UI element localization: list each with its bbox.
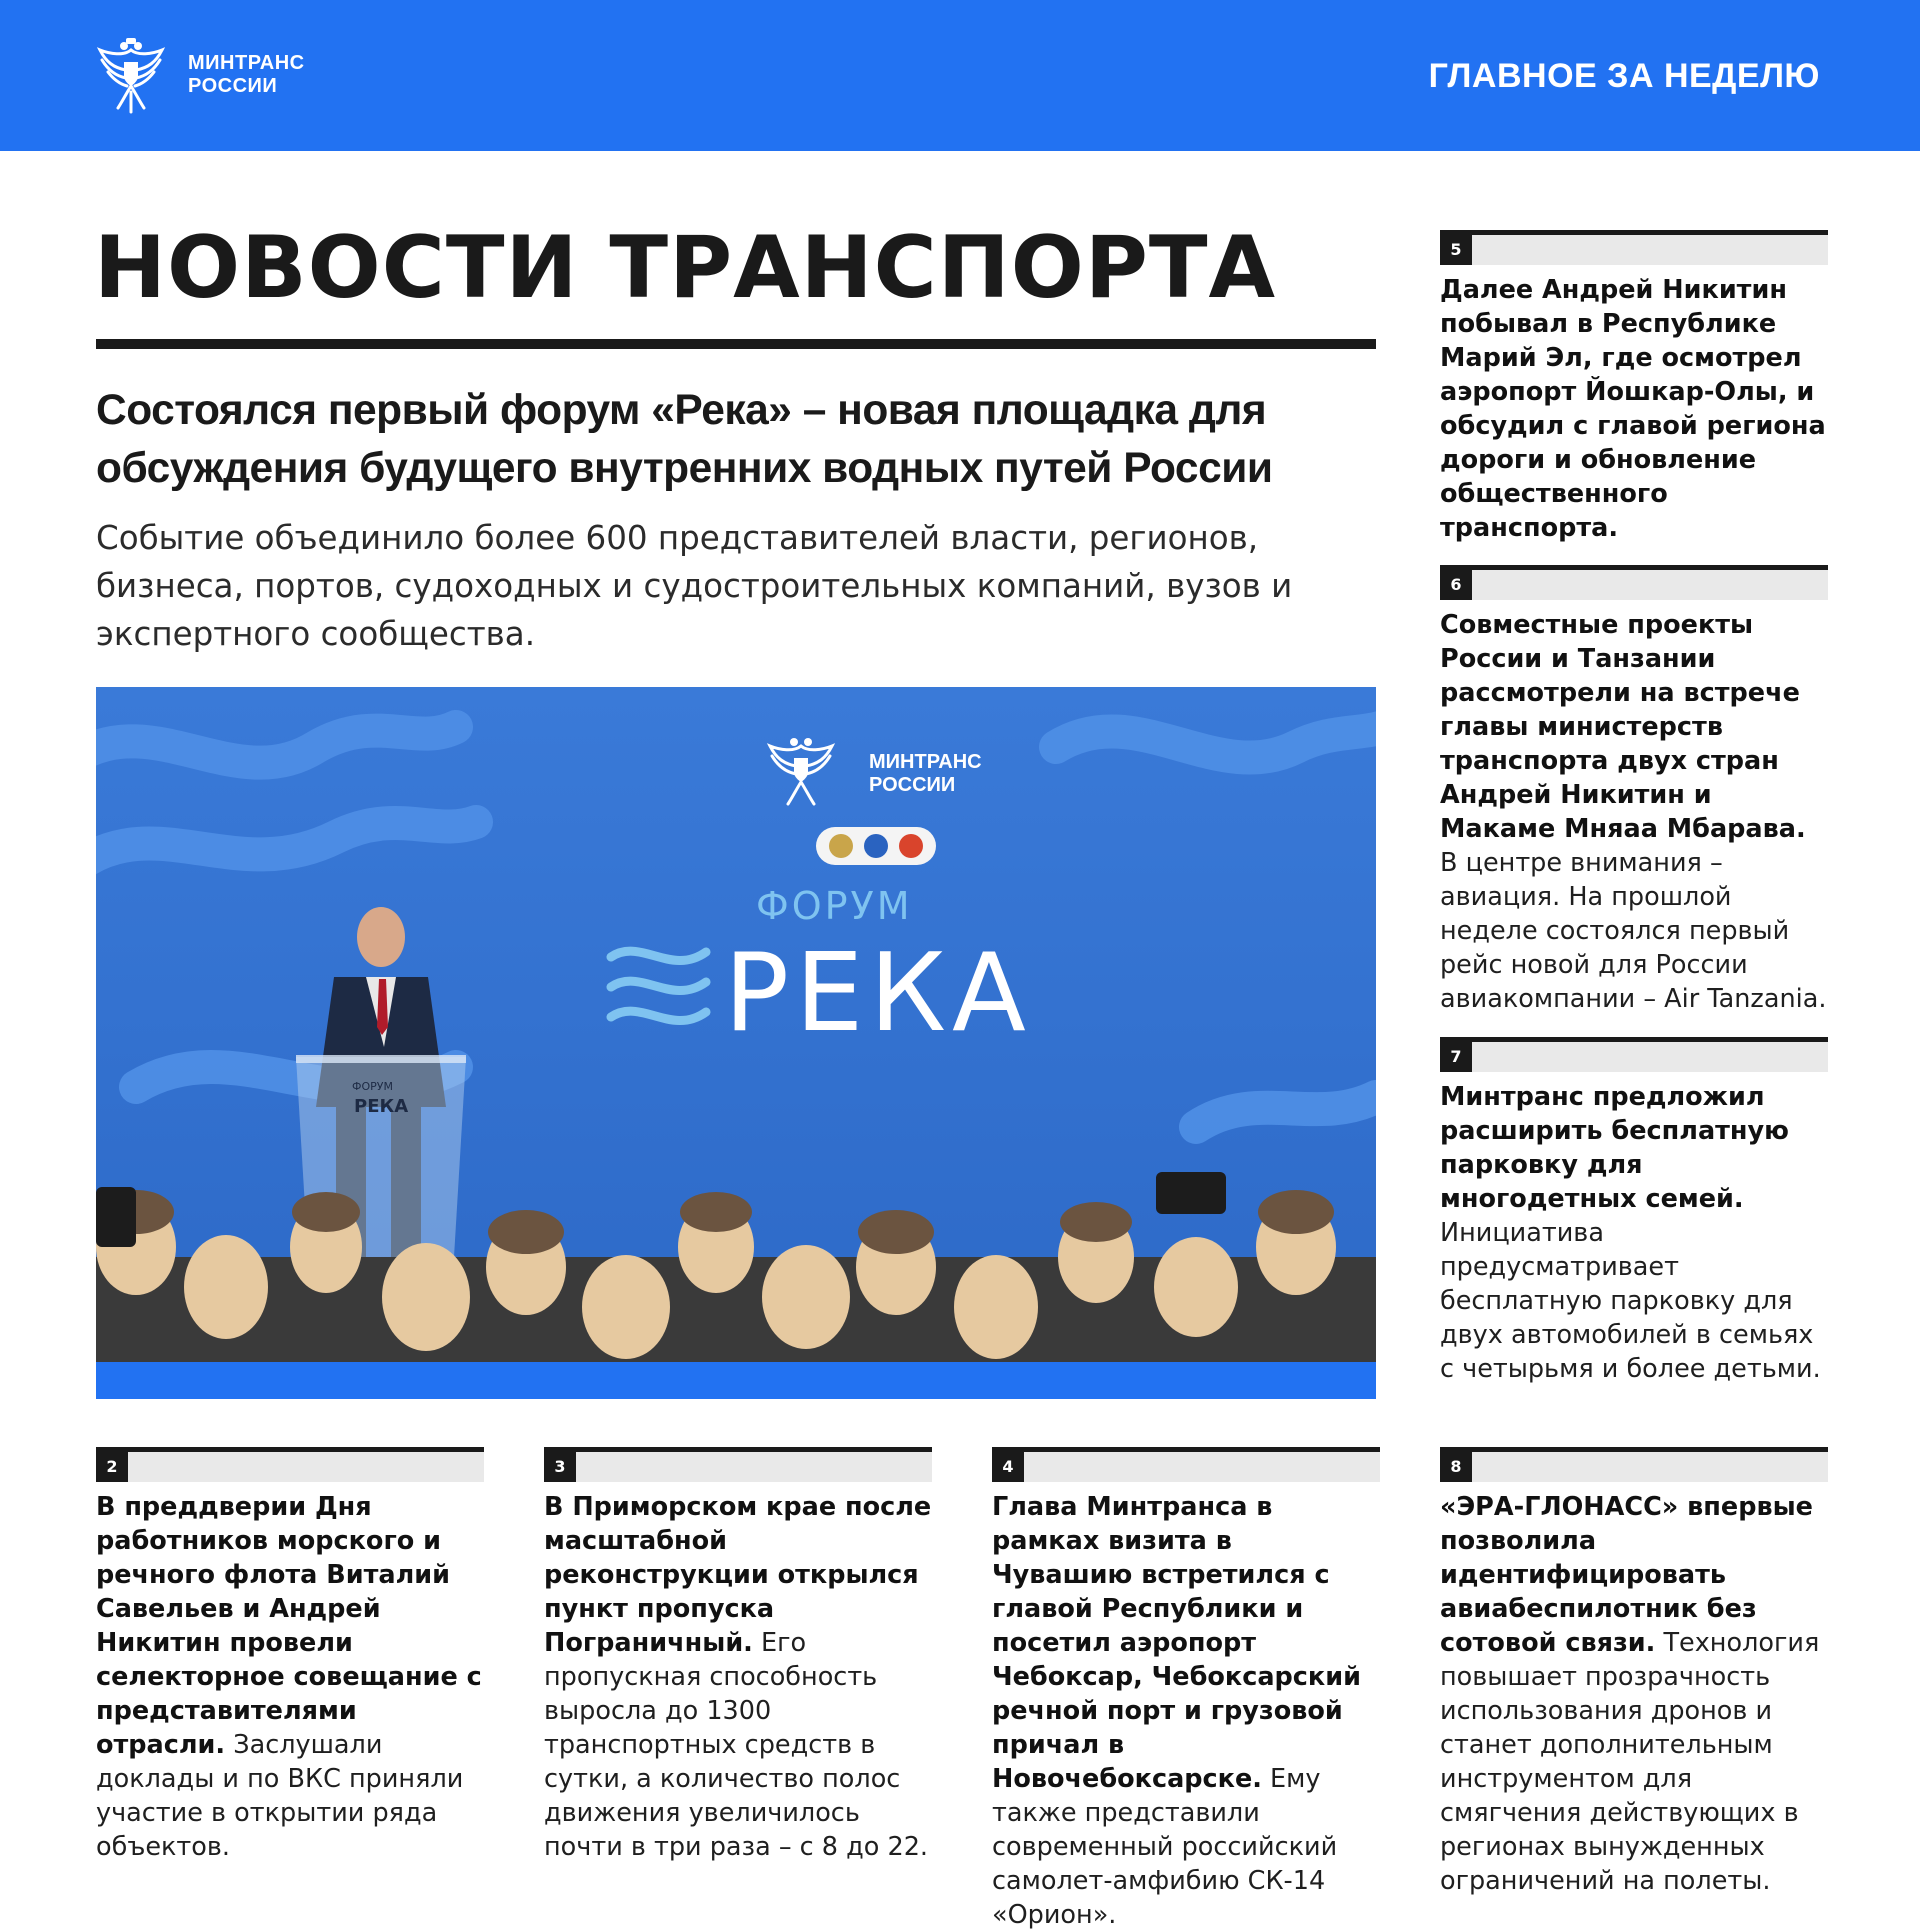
forum-word: ФОРУМ (756, 884, 913, 928)
news-item-lead: Глава Минтранса в рамках визита в Чувашию встретился с главой Республики и посетил аэропорт Чебоксар, Чебоксарский речной порт и грузовой причал в Новочебоксарске. (992, 1492, 1361, 1794)
news-item-header (544, 1447, 932, 1482)
news-item-2 (96, 1447, 484, 1864)
news-item-body: Ему также представили современный российский самолет-амфибию СК-14 «Орион». (992, 1764, 1338, 1930)
news-item-number: 6 (1440, 570, 1472, 600)
page-title: НОВОСТИ ТРАНСПОРТА (94, 218, 1277, 318)
news-item-number: 4 (992, 1452, 1024, 1482)
news-item-8 (1440, 1447, 1828, 1898)
news-item-header (96, 1447, 484, 1482)
backdrop-org-line1: МИНТРАНС (869, 751, 982, 773)
news-item-lead: Минтранс предложил расширить бесплатную парковку для многодетных семей. (1440, 1082, 1789, 1214)
news-item-lead: В преддверии Дня работников морского и речного флота Виталий Савельев и Андрей Никитин провели селекторное совещание с представителями отрасли. (96, 1492, 482, 1760)
forum-photo (96, 687, 1376, 1399)
org-name-line2: РОССИИ (188, 75, 278, 97)
main-headline: Состоялся первый форум «Река» – новая площадка для обсуждения будущего внутренних водных путей России (96, 387, 1273, 492)
header-bar (0, 0, 1920, 151)
news-item-body: Заслушали доклады и по ВКС приняли участие в открытии ряда объектов. (96, 1730, 464, 1862)
news-item-text (96, 1490, 484, 1864)
backdrop-org-line2: РОССИИ (869, 774, 956, 796)
news-item-text (992, 1490, 1380, 1932)
podium-name: РЕКА (354, 1096, 409, 1117)
news-item-text (1440, 273, 1828, 545)
news-item-number: 8 (1440, 1452, 1472, 1482)
podium-word: ФОРУМ (352, 1080, 393, 1093)
news-item-body: Инициатива предусматривает бесплатную парковку для двух автомобилей в семьях с четырьмя и более детьми. (1440, 1218, 1821, 1384)
news-item-text (544, 1490, 932, 1864)
news-item-lead: Совместные проекты России и Танзании рассмотрели на встрече главы министерств транспорта двух стран Андрей Никитин и Макаме Мняаа Мбарава. (1440, 610, 1806, 844)
news-item-5 (1440, 230, 1828, 545)
news-item-header (1440, 1447, 1828, 1482)
news-item-body: В центре внимания – авиация. На прошлой неделе состоялся первый рейс новой для России авиакомпании – Air Tanzania. (1440, 848, 1827, 1014)
photo-bottom-stripe (96, 1362, 1376, 1399)
camera-icon (1156, 1172, 1226, 1214)
news-item-text (1440, 1080, 1828, 1386)
news-item-7 (1440, 1037, 1828, 1386)
news-item-6 (1440, 565, 1828, 1016)
news-item-header (992, 1447, 1380, 1482)
main-lead: Событие объединило более 600 представителей власти, регионов, бизнеса, портов, судоходных и судостроительных компаний, вузов и экспертного сообщества. (96, 519, 1293, 653)
eagle-emblem-icon (96, 36, 166, 114)
title-divider (96, 339, 1376, 349)
news-item-number: 7 (1440, 1042, 1472, 1072)
news-item-lead: В Приморском крае после масштабной реконструкции открылся пункт пропуска Пограничный. (544, 1492, 932, 1658)
news-item-body: Технология повышает прозрачность использования дронов и станет дополнительным инструментом для смягчения действующих в регионах вынужденных ограничений на полеты. (1440, 1628, 1820, 1896)
news-item-number: 2 (96, 1452, 128, 1482)
news-item-body: Его пропускная способность выросла до 1300 транспортных средств в сутки, а количество полос движения увеличилось почти в три раза – с 8 до 22. (544, 1628, 929, 1862)
news-item-header (1440, 230, 1828, 265)
forum-name: РЕКА (724, 931, 1032, 1056)
news-item-number: 5 (1440, 235, 1472, 265)
org-name-line1: МИНТРАНС (188, 52, 305, 74)
news-item-lead: «ЭРА-ГЛОНАСС» впервые позволила идентифицировать авиабеспилотник без сотовой связи. (1440, 1492, 1813, 1658)
news-item-text (1440, 1490, 1828, 1898)
news-item-3 (544, 1447, 932, 1864)
news-item-text (1440, 608, 1828, 1016)
news-item-4 (992, 1447, 1380, 1932)
news-item-number: 3 (544, 1452, 576, 1482)
org-name (188, 52, 305, 98)
news-item-header (1440, 1037, 1828, 1072)
news-item-lead: Далее Андрей Никитин побывал в Республике Марий Эл, где осмотрел аэропорт Йошкар-Олы, и обсудил с главой региона дороги и обновление общественного транспорта. (1440, 275, 1826, 543)
section-label: ГЛАВНОЕ ЗА НЕДЕЛЮ (1428, 57, 1820, 95)
news-item-header (1440, 565, 1828, 600)
